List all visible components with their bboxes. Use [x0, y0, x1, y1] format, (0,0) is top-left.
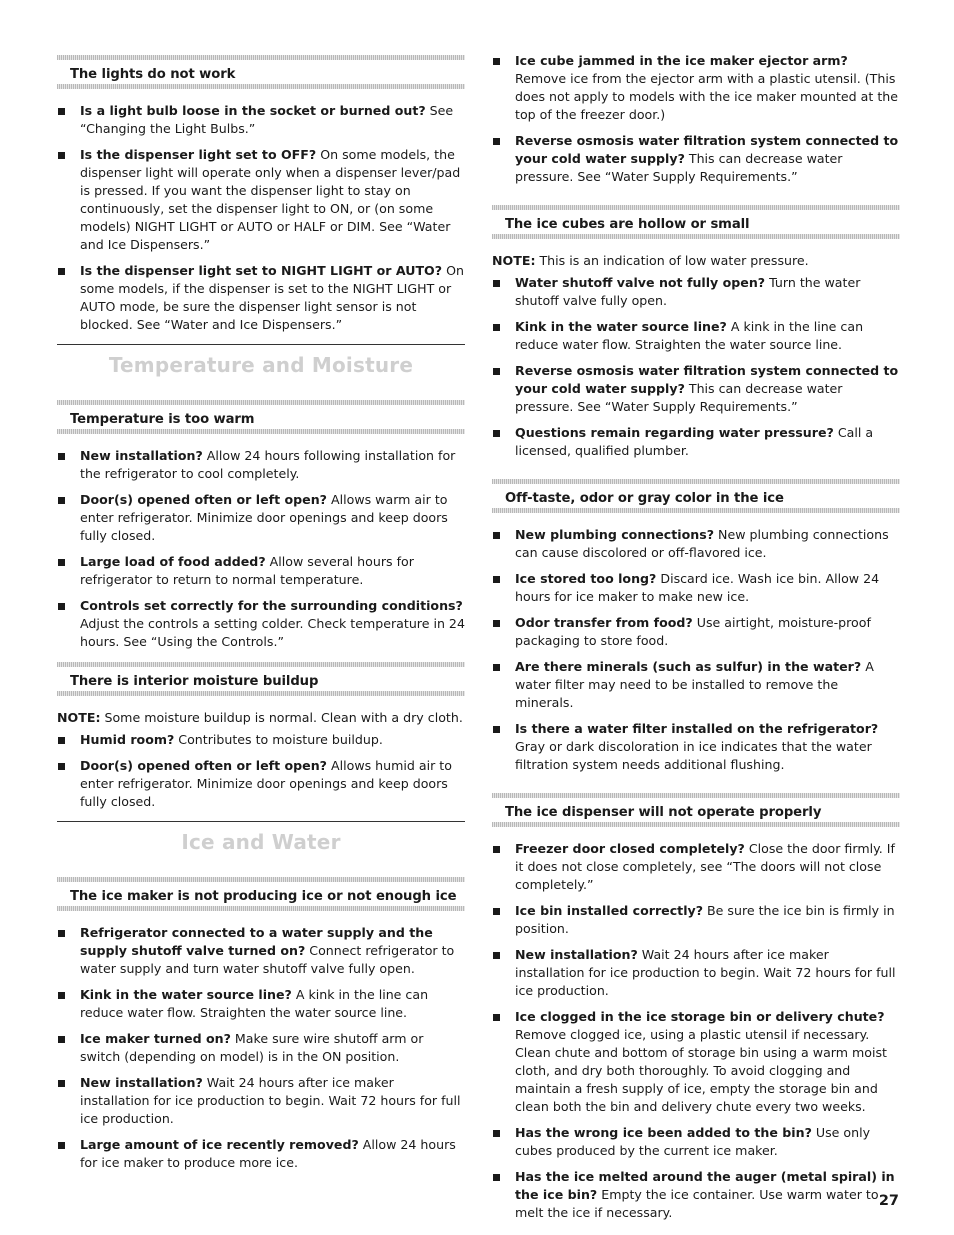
page-number: 27 [878, 1193, 899, 1209]
item-answer: Call a licensed, qualified plumber. [515, 425, 874, 458]
item-question: Ice bin installed correctly? [515, 903, 704, 918]
item-question: Door(s) opened often or left open? [80, 492, 327, 507]
subheading-warm [57, 397, 465, 430]
item-question: Are there minerals (such as sulfur) in the water? [515, 659, 862, 674]
item-question: Has the wrong ice been added to the bin? [515, 1125, 812, 1140]
item-answer: Allows warm air to enter refrigerator. Minimize door openings and keep doors fully closed. [80, 492, 448, 543]
section-title-text: Temperature and Moisture [108, 353, 414, 377]
subheading-text: There is interior moisture buildup [70, 674, 319, 689]
item-question: Is there a water filter installed on the refrigerator? [515, 721, 879, 736]
item-question: New installation? [515, 947, 638, 962]
list-item [492, 132, 900, 186]
item-answer: Remove clogged ice, using a plastic utensil if necessary. Clean chute and bottom of storage bin using a warm moist cloth, and dry both thoroughly. To avoid clogging and maintain a fresh supply of ice, empty the storage bin and clean both the bin and delivery chute every two weeks. [515, 1027, 887, 1114]
list-item [57, 553, 465, 589]
item-answer: Remove ice from the ejector arm with a plastic utensil. (This does not apply to models with the ice maker mounted at the top of the freezer door.) [515, 71, 898, 122]
item-answer: Gray or dark discoloration in ice indicates that the water filtration system needs additional flushing. [515, 739, 872, 772]
item-answer: Be sure the ice bin is firmly in position. [515, 903, 895, 936]
subheading-text: Temperature is too warm [70, 412, 255, 427]
subheading-ice-maker [57, 874, 465, 907]
note-label: NOTE: [492, 253, 536, 268]
item-question: Humid room? [80, 732, 175, 747]
left-column [57, 52, 465, 1180]
list-item [492, 1124, 900, 1160]
list-item [492, 526, 900, 562]
item-answer: This can decrease water pressure. See “Water Supply Requirements.” [515, 381, 843, 414]
list-item [492, 274, 900, 310]
list-item [57, 1030, 465, 1066]
list-item [57, 262, 465, 334]
item-question: Ice maker turned on? [80, 1031, 231, 1046]
item-answer: Use only cubes produced by the current ice maker. [515, 1125, 871, 1158]
list-item [57, 102, 465, 138]
item-question: Ice stored too long? [515, 571, 657, 586]
item-answer: Allows humid air to enter refrigerator. Minimize door openings and keep doors fully closed. [80, 758, 452, 809]
item-question: Refrigerator connected to a water supply and the supply shutoff valve turned on? [80, 925, 433, 958]
note-label: NOTE: [57, 710, 101, 725]
list-item [492, 658, 900, 712]
section-title-temperature [57, 344, 465, 391]
list-item [492, 840, 900, 894]
subheading-hollow [492, 202, 900, 235]
item-question: Large load of food added? [80, 554, 266, 569]
item-question: Ice clogged in the ice storage bin or delivery chute? [515, 1009, 885, 1024]
item-question: Reverse osmosis water filtration system connected to your cold water supply? [515, 363, 899, 396]
subheading-text: The ice maker is not producing ice or not enough ice [70, 889, 457, 904]
list-item [57, 924, 465, 978]
list-item [57, 731, 465, 749]
item-question: Water shutoff valve not fully open? [515, 275, 766, 290]
subheading-dispenser [492, 790, 900, 823]
item-question: Odor transfer from food? [515, 615, 693, 630]
list-item [492, 946, 900, 1000]
note [492, 252, 900, 270]
item-answer: Empty the ice container. Use warm water to melt the ice if necessary. [515, 1187, 879, 1220]
item-answer: On some models, the dispenser light will operate only when a dispenser lever/pad is pressed. If you want the dispenser light to stay on continuously, set the dispenser light to ON, or (on some models) NIGHT LIGHT or AUTO or HALF or DIM. See “Water and Ice Dispensers.” [80, 147, 461, 252]
item-question: Has the ice melted around the auger (metal spiral) in the ice bin? [515, 1169, 895, 1202]
item-question: Large amount of ice recently removed? [80, 1137, 359, 1152]
item-answer: Contributes to moisture buildup. [174, 732, 383, 747]
list-item [492, 362, 900, 416]
subheading-text: The ice cubes are hollow or small [505, 217, 750, 232]
list-item [492, 1168, 900, 1222]
item-answer: On some models, if the dispenser is set to the NIGHT LIGHT or AUTO mode, be sure the dispenser light sensor is not blocked. See “Water and Ice Dispensers.” [80, 263, 464, 332]
item-answer: Make sure wire shutoff arm or switch (depending on model) is in the ON position. [80, 1031, 424, 1064]
subheading-text: The ice dispenser will not operate properly [505, 805, 822, 820]
item-question: New installation? [80, 448, 203, 463]
list-item [57, 757, 465, 811]
item-question: New plumbing connections? [515, 527, 715, 542]
list-item [492, 52, 900, 124]
list-item [492, 720, 900, 774]
note [57, 709, 465, 727]
item-answer: See “Changing the Light Bulbs.” [80, 103, 454, 136]
item-question: Ice cube jammed in the ice maker ejector arm? [515, 53, 848, 68]
item-question: New installation? [80, 1075, 203, 1090]
section-title-text: Ice and Water [181, 830, 341, 854]
item-answer: A kink in the line can reduce water flow. Straighten the water source line. [80, 987, 429, 1020]
item-question: Kink in the water source line? [515, 319, 727, 334]
section-title-ice-water [57, 821, 465, 868]
item-answer: Use airtight, moisture-proof packaging to store food. [515, 615, 871, 648]
list-item [492, 570, 900, 606]
spacer [492, 194, 900, 202]
list-item [57, 447, 465, 483]
item-answer: Adjust the controls a setting colder. Check temperature in 24 hours. See “Using the Controls.” [80, 616, 465, 649]
item-answer: Discard ice. Wash ice bin. Allow 24 hours for ice maker to make new ice. [515, 571, 880, 604]
item-answer: Allow 24 hours for ice maker to produce more ice. [80, 1137, 456, 1170]
spacer [492, 468, 900, 476]
item-question: Reverse osmosis water filtration system connected to your cold water supply? [515, 133, 899, 166]
subheading-moisture [57, 659, 465, 692]
list-item [492, 614, 900, 650]
list-item [57, 597, 465, 651]
note-text: Some moisture buildup is normal. Clean with a dry cloth. [100, 710, 463, 725]
list-item [492, 424, 900, 460]
item-answer: Wait 24 hours after ice maker installation for ice production to begin. Wait 72 hours for full ice production. [80, 1075, 461, 1126]
right-column [492, 52, 900, 1230]
list-item [492, 1008, 900, 1116]
list-item [57, 1136, 465, 1172]
item-answer: A water filter may need to be installed to remove the minerals. [515, 659, 874, 710]
item-question: Is the dispenser light set to NIGHT LIGHT or AUTO? [80, 263, 443, 278]
spacer [492, 782, 900, 790]
item-answer: This can decrease water pressure. See “Water Supply Requirements.” [515, 151, 843, 184]
item-answer: Turn the water shutoff valve fully open. [515, 275, 861, 308]
list-item [57, 1074, 465, 1128]
item-question: Questions remain regarding water pressure? [515, 425, 834, 440]
item-answer: Connect refrigerator to water supply and turn water shutoff valve fully open. [80, 943, 455, 976]
subheading-lights [57, 52, 465, 85]
item-answer: Wait 24 hours after ice maker installation for ice production to begin. Wait 72 hours for full ice production. [515, 947, 896, 998]
item-answer: A kink in the line can reduce water flow. Straighten the water source line. [515, 319, 864, 352]
subheading-text: Off-taste, odor or gray color in the ice [505, 491, 784, 506]
item-answer: New plumbing connections can cause discolored or off-flavored ice. [515, 527, 889, 560]
item-question: Door(s) opened often or left open? [80, 758, 327, 773]
item-answer: Close the door firmly. If it does not close completely, see “The doors will not close completely.” [515, 841, 895, 892]
item-answer: Allow 24 hours following installation for the refrigerator to cool completely. [80, 448, 456, 481]
list-item [57, 986, 465, 1022]
item-question: Is the dispenser light set to OFF? [80, 147, 317, 162]
list-item [492, 902, 900, 938]
item-question: Kink in the water source line? [80, 987, 292, 1002]
subheading-taste [492, 476, 900, 509]
subheading-text: The lights do not work [70, 67, 236, 82]
list-item [492, 318, 900, 354]
list-item [57, 146, 465, 254]
item-answer: Allow several hours for refrigerator to return to normal temperature. [80, 554, 414, 587]
item-question: Is a light bulb loose in the socket or burned out? [80, 103, 426, 118]
note-text: This is an indication of low water pressure. [535, 253, 809, 268]
list-item [57, 491, 465, 545]
item-question: Freezer door closed completely? [515, 841, 745, 856]
item-question: Controls set correctly for the surrounding conditions? [80, 598, 463, 613]
